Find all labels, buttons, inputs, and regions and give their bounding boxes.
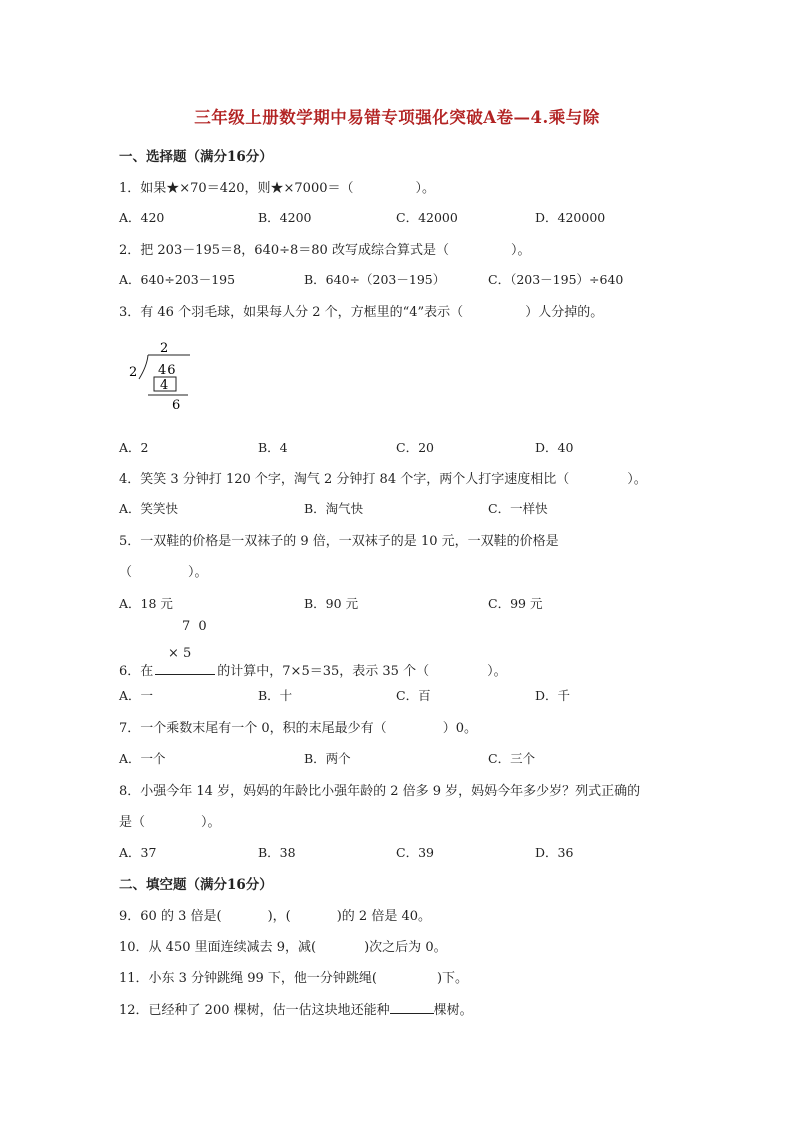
vertical-mult-top: 7 0 xyxy=(182,619,209,634)
question-4-option-a: A．笑笑快 xyxy=(119,501,179,516)
question-2-text-end: ）。 xyxy=(510,243,531,258)
division-remainder: 6 xyxy=(172,398,181,413)
question-1-option-a: A．420 xyxy=(119,210,165,225)
question-3-option-a: A．2 xyxy=(119,440,149,455)
question-3-text: 3．有 46 个羽毛球，如果每人分 2 个，方框里的“4”表示（ xyxy=(119,305,464,320)
section-heading-fill: 二、填空题（满分16分） xyxy=(119,877,273,893)
question-4-option-c: C．一样快 xyxy=(488,501,548,516)
question-6-text: 的计算中，7×5＝35，表示 35 个（ xyxy=(217,664,430,679)
question-7-option-b: B．两个 xyxy=(304,751,351,766)
question-5-option-c: C．99 元 xyxy=(488,596,543,611)
question-8-line-2: 是（ ）。 xyxy=(119,815,221,830)
question-7: 7．一个乘数末尾有一个 0，积的末尾最少有（ ）0。 xyxy=(119,721,477,736)
question-8-option-c: C．39 xyxy=(396,845,434,860)
question-8-line-1: 8．小强今年 14 岁，妈妈的年龄比小强年龄的 2 倍多 9 岁，妈妈今年多少岁？列式正确的 xyxy=(119,784,641,799)
page-title: 三年级上册数学期中易错专项强化突破A卷—4.乘与除 xyxy=(194,108,600,127)
question-7-option-c: C．三个 xyxy=(488,751,536,766)
question-6-option-d: D．千 xyxy=(535,688,571,703)
question-4-text-end: ）。 xyxy=(627,472,647,487)
question-4-text: 4．笑笑 3 分钟打 120 个字，淘气 2 分钟打 84 个字，两个人打字速度相比（ xyxy=(119,472,570,487)
question-1 xyxy=(119,177,435,196)
division-dividend: 46 xyxy=(158,363,177,378)
question-1-option-b: B．4200 xyxy=(258,210,312,225)
question-1-text: 1．如果★×70＝420，则★×7000＝（ xyxy=(119,181,354,196)
division-bracket xyxy=(139,355,148,379)
question-10: 10．从 450 里面连续减去 9，减( )次之后为 0。 xyxy=(119,940,447,955)
question-2 xyxy=(119,239,530,258)
question-8-option-d: D．36 xyxy=(535,845,574,860)
question-6-option-a: A．一 xyxy=(119,688,154,703)
answer-blank-line xyxy=(390,1001,434,1014)
question-3-option-c: C．20 xyxy=(396,440,434,455)
question-9: 9．60 的 3 倍是( )，( )的 2 倍是 40。 xyxy=(119,909,432,924)
division-boxed-digit: 4 xyxy=(160,378,169,393)
question-6-option-b: B．十 xyxy=(258,688,293,703)
question-1-option-d: D．420000 xyxy=(535,210,606,225)
vertical-mult-multiplier: × 5 xyxy=(168,646,192,661)
question-3 xyxy=(119,301,603,320)
division-quotient: 2 xyxy=(160,341,169,356)
question-4-option-b: B．淘气快 xyxy=(304,501,364,516)
question-5-option-a: A．18 元 xyxy=(119,596,173,611)
question-11: 11．小东 3 分钟跳绳 99 下，他一分钟跳绳( )下。 xyxy=(119,971,469,986)
question-1-option-c: C．42000 xyxy=(396,210,458,225)
question-2-option-c: C．（203－195）÷640 xyxy=(488,272,624,287)
division-divisor: 2 xyxy=(129,365,138,380)
question-2-option-a: A．640÷203－195 xyxy=(119,272,236,287)
question-4 xyxy=(119,468,647,487)
question-5-option-b: B．90 元 xyxy=(304,596,359,611)
question-5-line-1: 5．一双鞋的价格是一双袜子的 9 倍，一双袜子的是 10 元，一双鞋的价格是 xyxy=(119,534,559,549)
vertical-mult-line xyxy=(155,668,215,675)
question-12: 12．已经种了 200 棵树，估一估这块地还能种 棵树。 xyxy=(119,1003,473,1018)
question-3-option-d: D．40 xyxy=(535,440,574,455)
long-division-diagram xyxy=(120,336,200,414)
question-1-text-end: ）。 xyxy=(415,181,436,196)
question-6-option-c: C．百 xyxy=(396,688,431,703)
question-8-option-a: A．37 xyxy=(119,845,157,860)
question-8-option-b: B．38 xyxy=(258,845,296,860)
question-2-text: 2．把 203－195＝8，640÷8＝80 改写成综合算式是（ xyxy=(119,243,449,258)
section-heading-choice: 一、选择题（满分16分） xyxy=(119,149,273,165)
question-7-option-a: A．一个 xyxy=(119,751,166,766)
question-3-option-b: B．4 xyxy=(258,440,288,455)
question-3-text-end: ）人分掉的。 xyxy=(525,305,604,320)
question-6: 6．在 的计算中，7×5＝35，表示 35 个（ ）。 xyxy=(119,664,507,679)
question-5-line-2: （ ）。 xyxy=(119,565,208,580)
question-2-option-b: B．640÷（203－195） xyxy=(304,272,446,287)
